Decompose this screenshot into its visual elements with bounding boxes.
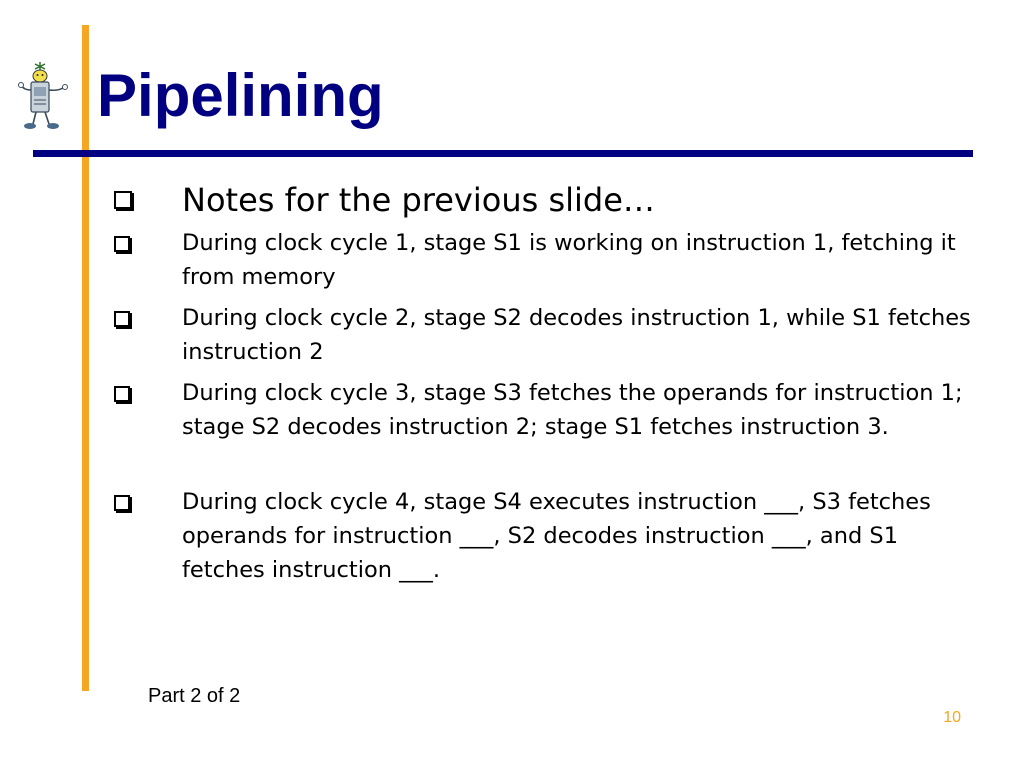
square-bullet-icon <box>114 386 130 402</box>
square-bullet-icon <box>114 495 130 511</box>
page-number: 10 <box>943 709 961 726</box>
bullet-item <box>113 301 983 369</box>
bullet-text: During clock cycle 4, stage S4 executes instruction ___, S3 fetches operands for instruction ___, S2 decodes instruction ___, and S1 fetches instruction ___. <box>182 489 931 583</box>
square-bullet-icon <box>114 311 130 327</box>
bullet-text: During clock cycle 3, stage S3 fetches the operands for instruction 1; stage S2 decodes instruction 2; stage S1 fetches instruction 3. <box>182 380 963 440</box>
bullet-item <box>113 178 983 222</box>
bullet-item <box>113 376 983 444</box>
title-rule <box>33 150 973 157</box>
bullet-item <box>113 226 983 294</box>
footnote: Part 2 of 2 <box>148 685 241 707</box>
bullet-list <box>113 178 983 594</box>
bullet-text: Notes for the previous slide… <box>182 181 655 219</box>
bullet-text: During clock cycle 2, stage S2 decodes instruction 1, while S1 fetches instruction 2 <box>182 305 971 365</box>
slide-title: Pipelining <box>97 62 384 129</box>
cartoon-mascot-icon <box>16 60 72 136</box>
square-bullet-icon <box>114 236 130 252</box>
bullet-text: During clock cycle 1, stage S1 is working on instruction 1, fetching it from memory <box>182 230 956 290</box>
bullet-item <box>113 485 983 587</box>
square-bullet-icon <box>114 191 132 209</box>
accent-bar <box>82 25 89 691</box>
